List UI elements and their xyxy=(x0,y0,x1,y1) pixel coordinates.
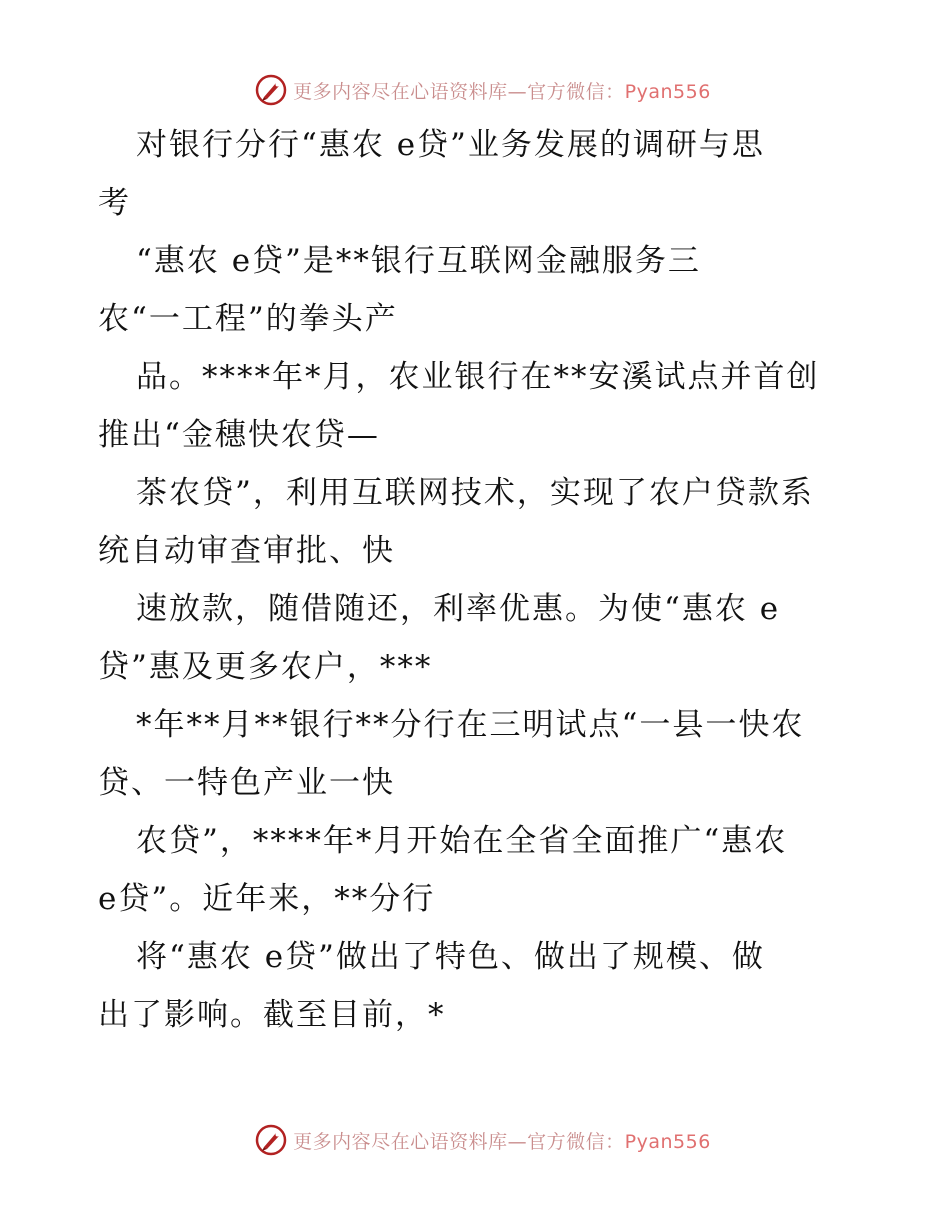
text-line: 贷”惠及更多农户，*** xyxy=(98,649,433,685)
footer-watermark xyxy=(0,1118,950,1162)
text-line: 品。****年*月，农业银行在**安溪试点并首创 xyxy=(136,359,820,395)
watermark-text: 更多内容尽在心语资料库—官方微信：Pyan556 xyxy=(293,1130,711,1153)
header-watermark xyxy=(0,68,950,112)
text-line: 出了影响。截至目前，* xyxy=(98,997,446,1033)
text-line: e贷”。近年来，**分行 xyxy=(98,881,436,917)
document-body xyxy=(98,116,858,1044)
text-line: 将“惠农 e贷”做出了特色、做出了规模、做 xyxy=(136,939,765,975)
watermark-text: 更多内容尽在心语资料库—官方微信：Pyan556 xyxy=(293,80,711,103)
text-line: 农“一工程”的拳头产 xyxy=(98,301,398,337)
pen-logo-icon xyxy=(255,1124,287,1156)
text-line: 统自动审查审批、快 xyxy=(98,533,395,569)
text-line: 农贷”，****年*月开始在全省全面推广“惠农 xyxy=(136,823,788,859)
text-line: 推出“金穗快农贷— xyxy=(98,417,380,453)
text-line: 速放款，随借随还，利率优惠。为使“惠农 e xyxy=(136,591,781,627)
pen-logo-icon xyxy=(255,74,287,106)
text-line: 对银行分行“惠农 e贷”业务发展的调研与思 xyxy=(136,127,765,163)
text-line: 考 xyxy=(98,185,131,221)
text-line: 贷、一特色产业一快 xyxy=(98,765,395,801)
text-line: 茶农贷”，利用互联网技术，实现了农户贷款系 xyxy=(136,475,814,511)
text-line: “惠农 e贷”是**银行互联网金融服务三 xyxy=(136,243,701,279)
text-line: *年**月**银行**分行在三明试点“一县一快农 xyxy=(136,707,805,743)
